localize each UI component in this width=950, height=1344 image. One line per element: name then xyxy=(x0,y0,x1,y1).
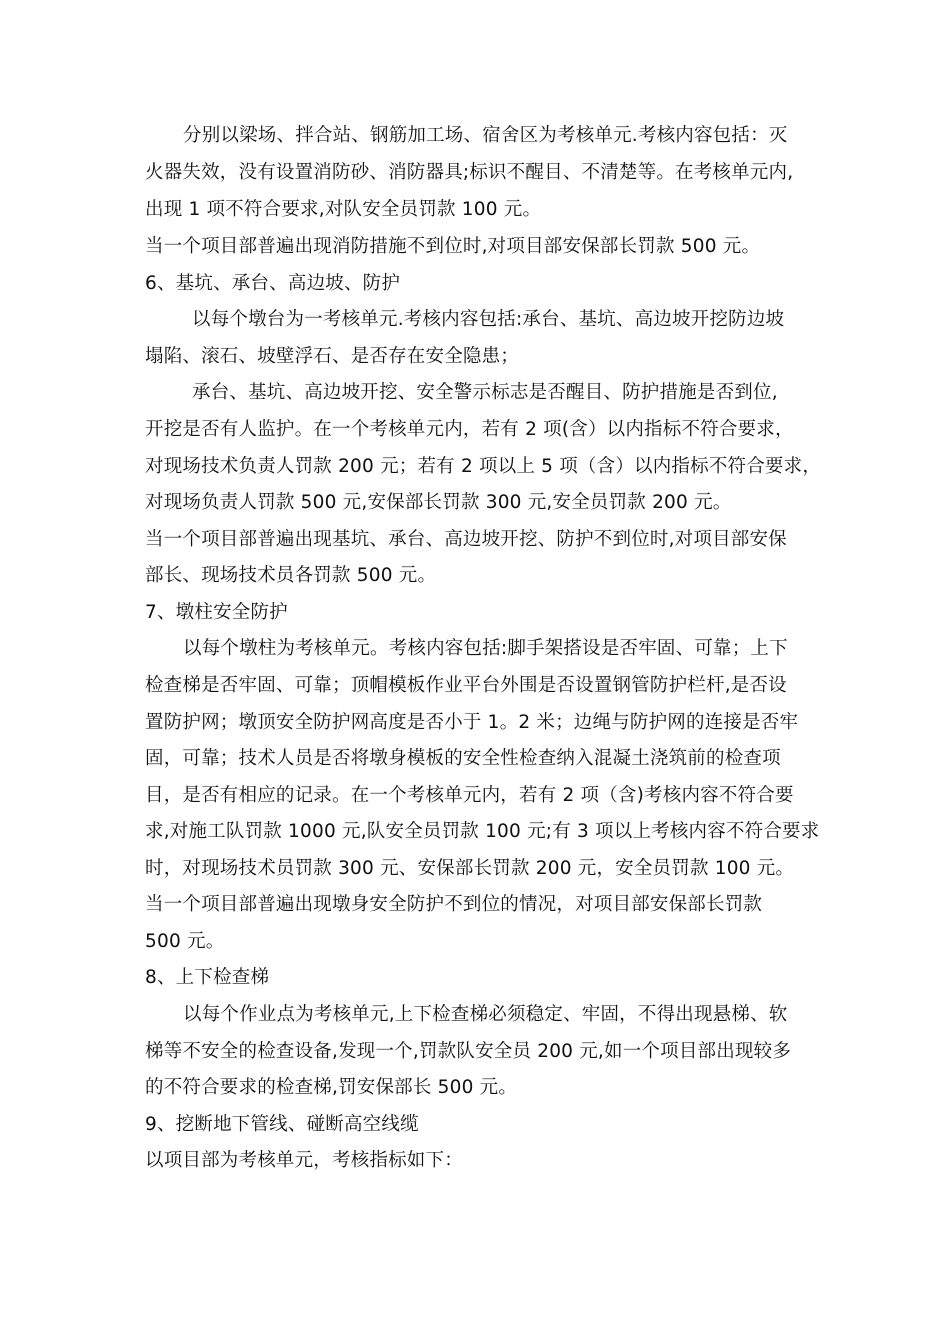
paragraph-line: 对现场负责人罚款 500 元,安保部长罚款 300 元,安全员罚款 200 元。 xyxy=(145,492,732,513)
paragraph-line: 以项目部为考核单元，考核指标如下： xyxy=(145,1150,463,1171)
paragraph-line: 目，是否有相应的记录。在一个考核单元内，若有 2 项（含)考核内容不符合要 xyxy=(145,785,794,806)
paragraph-line: 出现 1 项不符合要求,对队安全员罚款 100 元。 xyxy=(145,199,542,220)
paragraph-line: 置防护网；墩顶安全防护网高度是否小于 1。2 米；边绳与防护网的连接是否牢 xyxy=(145,712,799,733)
section-heading: 6、基坑、承台、高边坡、防护 xyxy=(145,273,401,294)
paragraph-line: 对现场技术负责人罚款 200 元；若有 2 项以上 5 项（含）以内指标不符合要求， xyxy=(145,456,822,477)
paragraph-line: 塌陷、滚石、坡壁浮石、是否存在安全隐患； xyxy=(145,346,520,367)
paragraph-line: 时，对现场技术员罚款 300 元、安保部长罚款 200 元，安全员罚款 100 元。 xyxy=(145,858,795,879)
paragraph-line: 当一个项目部普遍出现墩身安全防护不到位的情况，对项目部安保部长罚款 xyxy=(145,894,763,915)
paragraph-line: 500 元。 xyxy=(145,931,225,952)
paragraph-line: 以每个作业点为考核单元,上下检查梯必须稳定、牢固，不得出现悬梯、软 xyxy=(183,1004,788,1025)
paragraph-line: 以每个墩柱为考核单元。考核内容包括:脚手架搭设是否牢固、可靠；上下 xyxy=(183,638,788,659)
paragraph-line: 固，可靠；技术人员是否将墩身模板的安全性检查纳入混凝土浇筑前的检查项 xyxy=(145,748,781,769)
paragraph-line: 检查梯是否牢固、可靠；顶帽模板作业平台外围是否设置钢管防护栏杆,是否设 xyxy=(145,675,787,696)
paragraph-line: 以每个墩台为一考核单元.考核内容包括:承台、基坑、高边坡开挖防边坡 xyxy=(192,309,785,330)
section-heading: 7、墩柱安全防护 xyxy=(145,602,288,623)
paragraph-line: 部长、现场技术员各罚款 500 元。 xyxy=(145,565,437,586)
section-heading: 8、上下检查梯 xyxy=(145,967,270,988)
paragraph-line: 承台、基坑、高边坡开挖、安全警示标志是否醒目、防护措施是否到位, xyxy=(192,382,778,403)
paragraph-line: 开挖是否有人监护。在一个考核单元内，若有 2 项(含）以内指标不符合要求， xyxy=(145,419,794,440)
paragraph-line: 求,对施工队罚款 1000 元,队安全员罚款 100 元;有 3 项以上考核内容不符合要求 xyxy=(145,821,820,842)
paragraph-line: 分别以梁场、拌合站、钢筋加工场、宿舍区为考核单元.考核内容包括：灭 xyxy=(183,125,788,146)
paragraph-line: 梯等不安全的检查设备,发现一个,罚款队安全员 200 元,如一个项目部出现较多 xyxy=(145,1041,792,1062)
paragraph-line: 的不符合要求的检查梯,罚安保部长 500 元。 xyxy=(145,1077,518,1098)
paragraph-line: 火器失效，没有设置消防砂、消防器具;标识不醒目、不清楚等。在考核单元内, xyxy=(145,162,794,183)
paragraph-line: 当一个项目部普遍出现消防措施不到位时,对项目部安保部长罚款 500 元。 xyxy=(145,236,761,257)
paragraph-line: 当一个项目部普遍出现基坑、承台、高边坡开挖、防护不到位时,对项目部安保 xyxy=(145,529,787,550)
section-heading: 9、挖断地下管线、碰断高空线缆 xyxy=(145,1114,419,1135)
